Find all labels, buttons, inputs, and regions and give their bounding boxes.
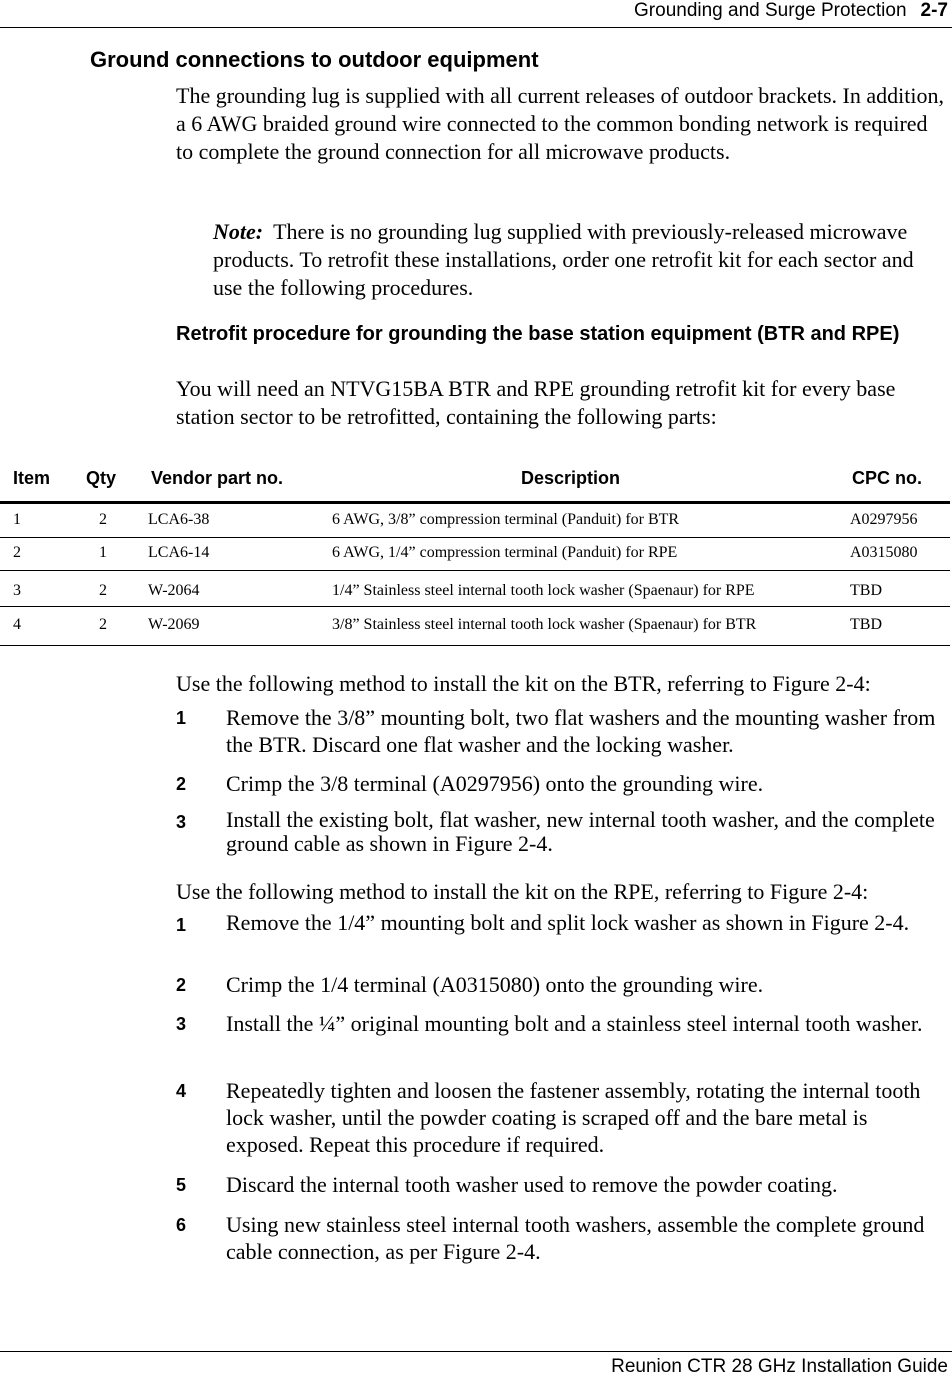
section-heading: Ground connections to outdoor equipment <box>90 47 539 72</box>
cell-description: 6 AWG, 3/8” compression terminal (Panduit) for BTR <box>332 511 680 528</box>
step-number: 5 <box>176 1175 187 1195</box>
cell-item: 2 <box>13 544 21 561</box>
step-number: 3 <box>176 812 187 832</box>
footer-divider <box>0 1351 952 1352</box>
cell-cpc: A0297956 <box>850 511 918 528</box>
col-header-qty: Qty <box>86 468 117 488</box>
step-number: 1 <box>176 915 187 935</box>
table-row-rule <box>0 606 950 607</box>
cell-vendor-part: LCA6-38 <box>148 511 210 528</box>
running-header <box>634 0 948 22</box>
cell-item: 1 <box>13 511 21 528</box>
col-header-description: Description <box>521 468 621 488</box>
step-text: Remove the 3/8” mounting bolt, two flat washers and the mounting washer from the BTR. Discard one flat washer and the locking washer. <box>226 705 936 757</box>
running-footer: Reunion CTR 28 GHz Installation Guide <box>611 1356 948 1377</box>
section-intro: The grounding lug is supplied with all current releases of outdoor brackets. In addition, a 6 AWG braided ground wire connected to the common bonding network is required to complete the ground connection for all microwave products. <box>176 83 944 164</box>
note-label: Note: <box>213 219 264 244</box>
cell-vendor-part: W-2064 <box>148 582 200 599</box>
cell-vendor-part: W-2069 <box>148 616 200 633</box>
step-text: Repeatedly tighten and loosen the fastener assembly, rotating the internal tooth lock washer, until the powder coating is scraped off and the bare metal is exposed. Repeat this procedure if required. <box>226 1078 921 1157</box>
step-text: Remove the 1/4” mounting bolt and split lock washer as shown in Figure 2-4. <box>226 910 910 935</box>
step-text: Install the existing bolt, flat washer, new internal tooth washer, and the complete ground cable as shown in Figure 2-4. <box>226 807 935 856</box>
note <box>213 218 943 302</box>
header-title: Grounding and Surge Protection <box>634 0 907 21</box>
cell-description: 3/8” Stainless steel internal tooth lock washer (Spaenaur) for BTR <box>332 616 757 633</box>
cell-qty: 2 <box>99 511 107 528</box>
cell-description: 6 AWG, 1/4” compression terminal (Panduit) for RPE <box>332 544 678 561</box>
col-header-vendor-part: Vendor part no. <box>151 468 284 488</box>
step-number: 6 <box>176 1215 187 1235</box>
step-text: Discard the internal tooth washer used to remove the powder coating. <box>226 1172 838 1197</box>
cell-vendor-part: LCA6-14 <box>148 544 210 561</box>
cell-cpc: TBD <box>850 582 882 599</box>
step-text: Install the ¼” original mounting bolt and a stainless steel internal tooth washer. <box>226 1011 923 1036</box>
table-row-rule <box>0 537 950 538</box>
header-divider <box>0 27 952 28</box>
cell-qty: 1 <box>99 544 107 561</box>
cell-qty: 2 <box>99 616 107 633</box>
step-text: Using new stainless steel internal tooth washers, assemble the complete ground cable connection, as per Figure 2-4. <box>226 1212 925 1264</box>
subsection-intro: You will need an NTVG15BA BTR and RPE grounding retrofit kit for every base station sector to be retrofitted, containing the following parts: <box>176 376 896 429</box>
step-number: 3 <box>176 1014 187 1034</box>
cell-item: 4 <box>13 616 21 633</box>
cell-item: 3 <box>13 582 21 599</box>
cell-description: 1/4” Stainless steel internal tooth lock washer (Spaenaur) for RPE <box>332 582 755 599</box>
page-number: 2-7 <box>920 0 948 21</box>
step-number: 1 <box>176 708 187 728</box>
step-number: 2 <box>176 975 187 995</box>
step-number: 2 <box>176 774 187 794</box>
cell-cpc: A0315080 <box>850 544 918 561</box>
table-row-rule <box>0 570 950 571</box>
table-bottom-rule <box>0 645 950 646</box>
cell-cpc: TBD <box>850 616 882 633</box>
col-header-item: Item <box>13 468 51 488</box>
step-text: Crimp the 3/8 terminal (A0297956) onto the grounding wire. <box>226 771 764 796</box>
step-text: Crimp the 1/4 terminal (A0315080) onto the grounding wire. <box>226 972 764 997</box>
step-number: 4 <box>176 1081 187 1101</box>
btr-intro: Use the following method to install the kit on the BTR, referring to Figure 2-4: <box>176 671 871 696</box>
rpe-intro: Use the following method to install the kit on the RPE, referring to Figure 2-4: <box>176 879 869 904</box>
note-text: There is no grounding lug supplied with previously-released microwave products. To retrofit these installations, order one retrofit kit for each sector and use the following procedures. <box>213 219 914 300</box>
table-header-rule <box>0 501 950 504</box>
subsection-heading: Retrofit procedure for grounding the base station equipment (BTR and RPE) <box>176 323 900 345</box>
col-header-cpc: CPC no. <box>852 468 922 488</box>
cell-qty: 2 <box>99 582 107 599</box>
